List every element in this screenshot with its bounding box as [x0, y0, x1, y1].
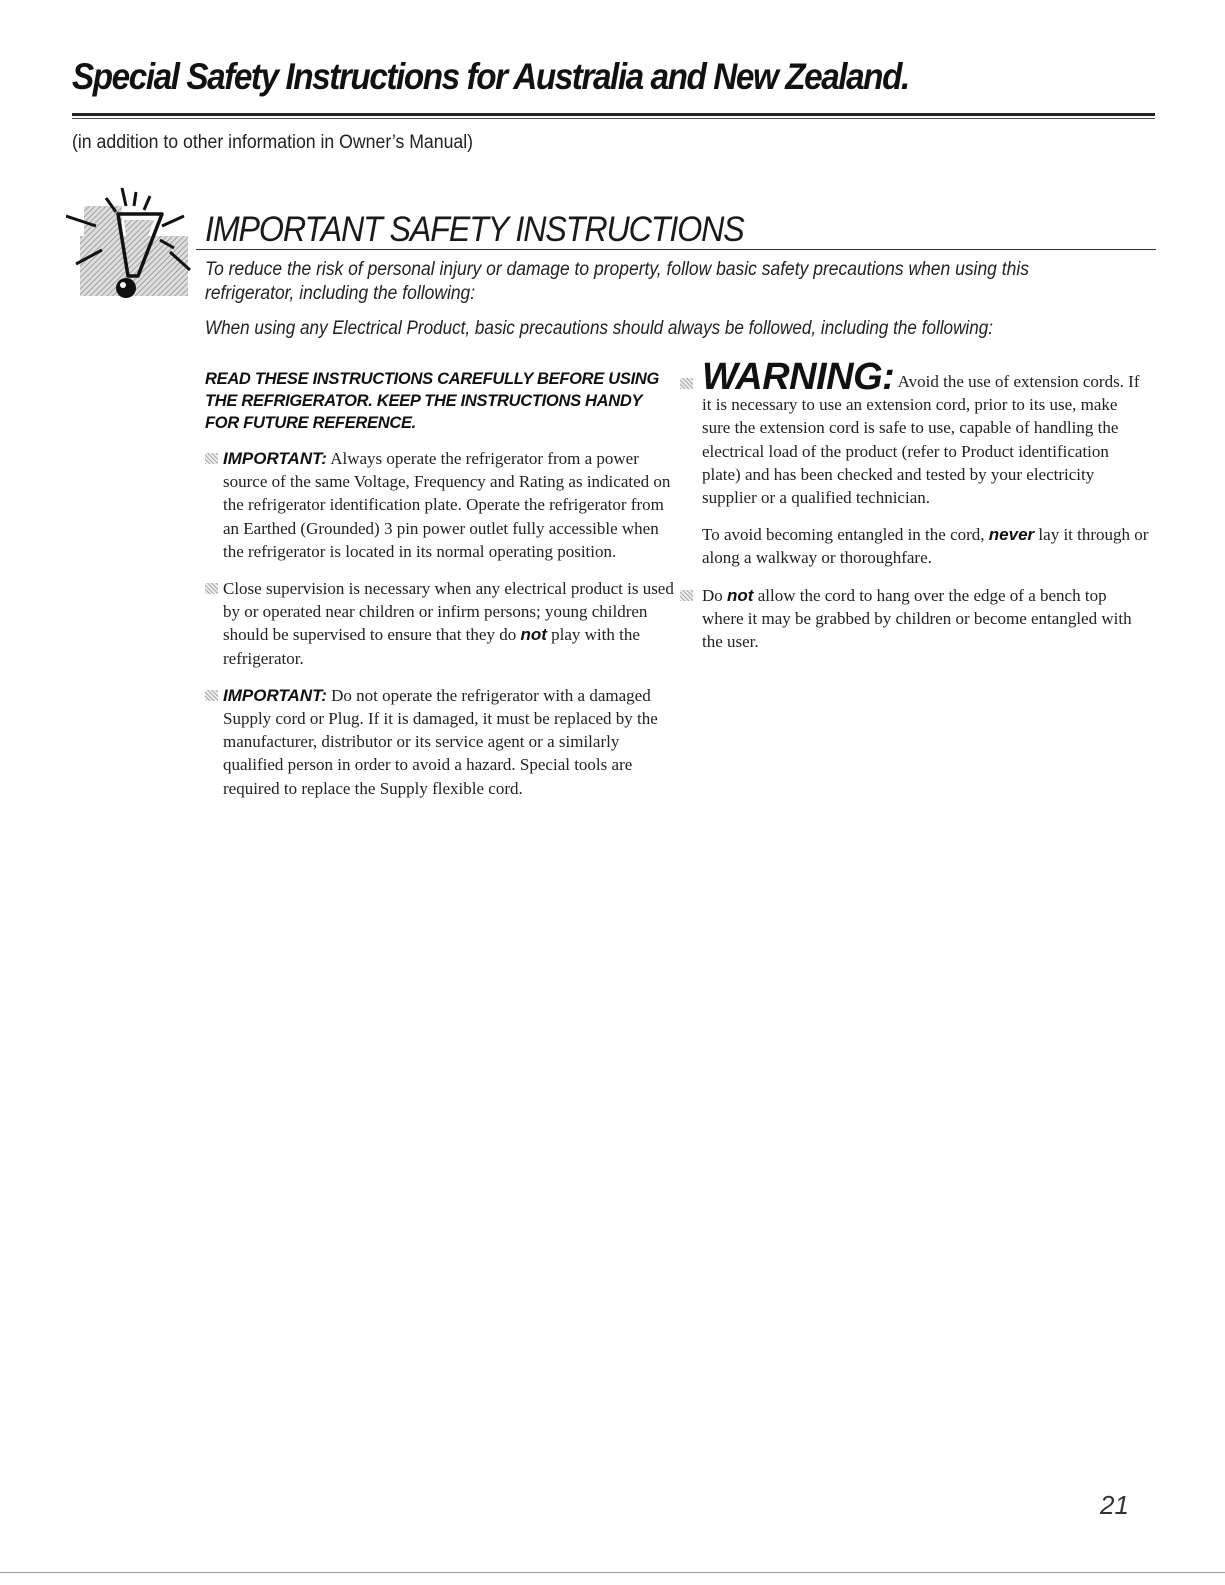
item-text: Do not operate the refrigerator with a damaged Supply cord or Plug. If it is damaged, it must be replaced by the manufacturer, distributor or its service agent or a similarly qualified person in order to avoid a hazard. Special tools are required to replace the Supply flexible cord. [223, 685, 658, 798]
bullet-marker [205, 690, 218, 701]
item-text: To avoid becoming entangled in the cord, [702, 525, 985, 545]
page-title: Special Safety Instructions for Australia and New Zealand. [72, 56, 909, 97]
right-column [680, 356, 1150, 667]
warning-exclamation-icon [66, 178, 196, 303]
bullet-marker [205, 453, 218, 464]
important-label: IMPORTANT: [223, 685, 327, 705]
item-text: Close supervision is necessary when any electrical product is used by or operated near children or infirm persons; young children should be supervised to ensure that they do [223, 579, 674, 645]
title-rule-thin [72, 118, 1155, 119]
supervision-item [205, 577, 675, 670]
read-instructions-heading: READ THESE INSTRUCTIONS CAREFULLY BEFORE USING THE REFRIGERATOR. KEEP THE INSTRUCTIONS HANDY FOR FUTURE REFERENCE. [205, 370, 660, 432]
section-rule [196, 249, 1156, 250]
important-supply-cord-item [205, 684, 675, 800]
item-text: Do [702, 585, 723, 605]
bottom-rule [0, 1572, 1225, 1573]
item-text: play with the refrigerator. [223, 625, 640, 668]
important-power-source-item [205, 447, 675, 563]
item-text: Avoid the use of extension cords. If it is necessary to use an extension cord, prior to its use, make sure the extension cord is safe to use, capable of handling the electrical load of the product (refer to Product identification plate) and has been checked and tested by your electricity supplier or a qualified technician. [702, 372, 1140, 508]
bullet-marker [205, 583, 218, 594]
emphasis-not: not [727, 585, 754, 605]
section-heading: IMPORTANT SAFETY INSTRUCTIONS [205, 210, 744, 249]
section-intro-2: When using any Electrical Product, basic precautions should always be followed, including the following: [205, 318, 993, 339]
page-subtitle: (in addition to other information in Owner’s Manual) [72, 132, 474, 153]
bullet-marker [680, 590, 693, 601]
left-column [205, 368, 675, 814]
warning-label: WARNING: [702, 356, 895, 398]
emphasis-not: not [520, 625, 547, 645]
section-intro: To reduce the risk of personal injury or damage to property, follow basic safety precautions when using this refrigerator, including the following: [205, 259, 1029, 304]
entanglement-paragraph [702, 523, 1150, 569]
important-label: IMPORTANT: [223, 449, 327, 468]
item-text: Always operate the refrigerator from a power source of the same Voltage, Frequency and Rating as indicated on the refrigerator identification plate. Operate the refrigerator from an Earthed (Grounded) 3 pin power outlet fully accessible when the refrigerator is located in its normal operating position. [223, 449, 671, 561]
emphasis-never: never [988, 525, 1035, 545]
title-rule [72, 113, 1155, 116]
item-text: lay it through or along a walkway or thoroughfare. [702, 525, 1149, 568]
item-text: allow the cord to hang over the edge of a bench top where it may be grabbed by children or become entangled with the user. [702, 585, 1132, 652]
page-number: 21 [1100, 1490, 1129, 1520]
warning-extension-cord-item [680, 356, 1150, 509]
cord-hang-item [680, 584, 1150, 654]
bullet-marker [680, 378, 693, 389]
